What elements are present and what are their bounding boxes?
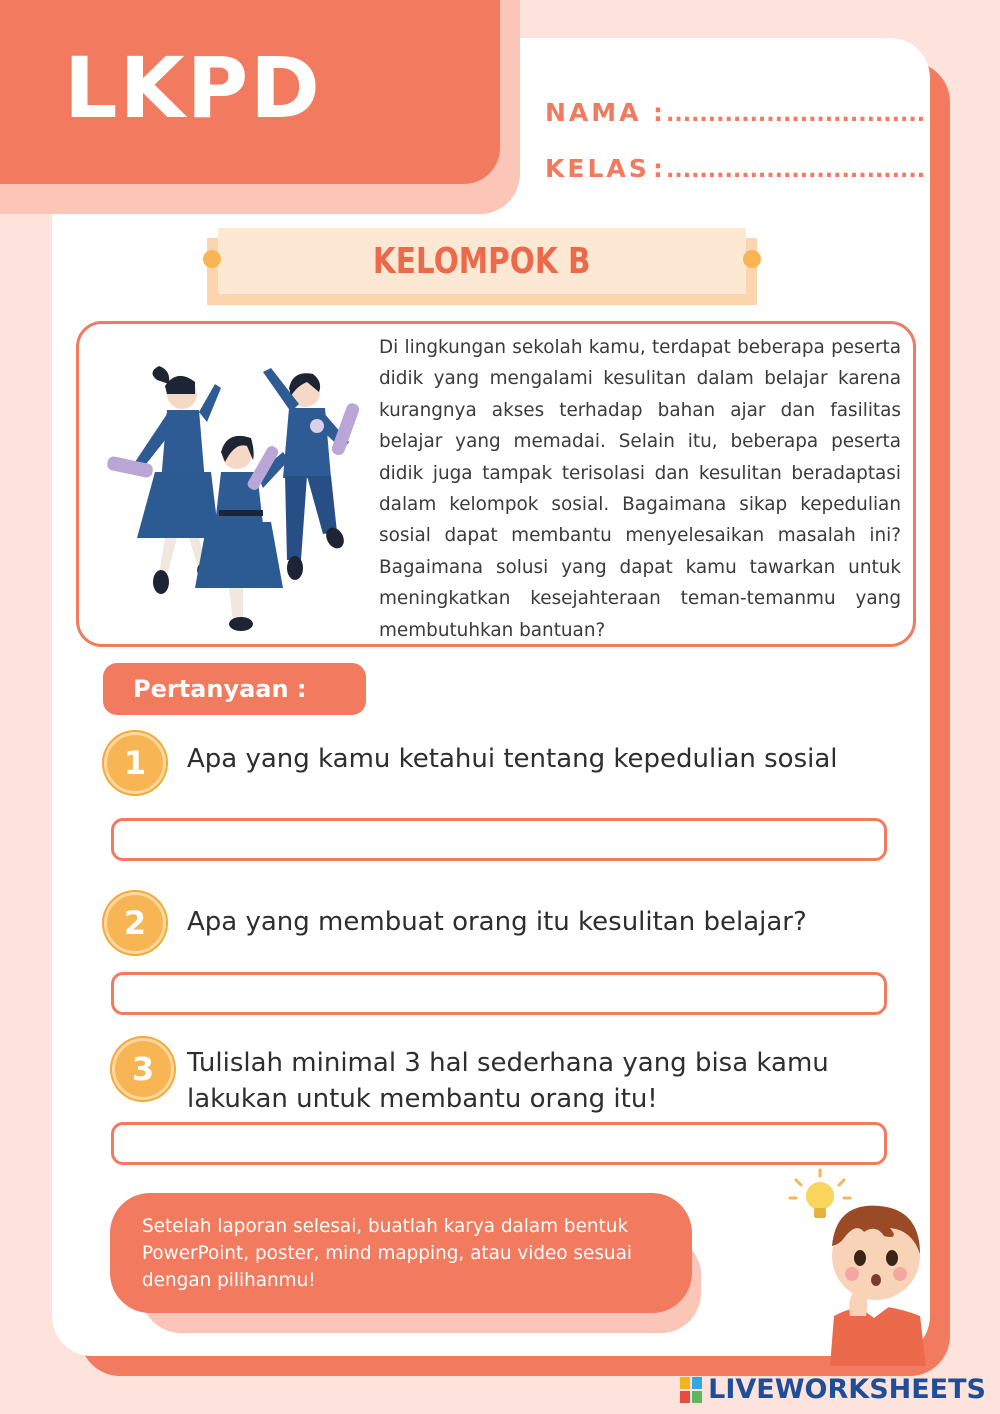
class-field[interactable] xyxy=(545,154,925,183)
name-blank[interactable]: ............................... xyxy=(666,102,926,127)
question-1-number-badge: 1 xyxy=(104,732,166,794)
question-2-text: Apa yang membuat orang itu kesulitan belajar? xyxy=(187,907,807,937)
class-separator: : xyxy=(653,154,666,183)
student-middle-figure xyxy=(195,436,289,631)
pin-right-icon xyxy=(743,250,761,268)
group-title: KELOMPOK B xyxy=(373,240,591,282)
class-label: KELAS xyxy=(545,154,650,183)
name-field[interactable] xyxy=(545,98,925,127)
students-celebrating-illustration xyxy=(87,342,373,632)
group-banner xyxy=(218,228,746,294)
name-separator: : xyxy=(653,98,666,127)
story-box xyxy=(76,321,916,647)
liveworksheets-brand xyxy=(680,1374,986,1405)
header-panel xyxy=(0,0,500,184)
student-right-figure xyxy=(263,368,361,580)
thinking-boy-illustration xyxy=(780,1166,940,1366)
brand-name: LIVEWORKSHEETS xyxy=(708,1374,986,1405)
question-3-number-badge: 3 xyxy=(112,1038,174,1100)
pin-left-icon xyxy=(203,250,221,268)
question-2-number-badge: 2 xyxy=(104,892,166,954)
question-3-text: Tulislah minimal 3 hal sederhana yang bisa kamu lakukan untuk membantu orang itu! xyxy=(187,1048,829,1114)
answer-1-field[interactable] xyxy=(111,818,887,861)
answer-3-field[interactable] xyxy=(111,1122,887,1165)
class-blank[interactable]: ............................... xyxy=(666,158,926,183)
worksheet-title: LKPD xyxy=(64,39,322,137)
liveworksheets-logo-icon xyxy=(680,1377,702,1403)
name-label: NAMA xyxy=(545,98,642,127)
lightbulb-icon xyxy=(790,1170,850,1218)
story-paragraph: Di lingkungan sekolah kamu, terdapat beberapa peserta didik yang mengalami kesulitan dalam belajar karena kurangnya akses terhadap bahan ajar dan fasilitas belajar yang memadai. Selain itu, beberapa peserta didik juga tampak terisolasi dan kesulitan beradaptasi dalam kelompok sosial. Bagaimana sikap kepedulian sosial dapat membantu menyelesaikan masalah ini? Bagaimana solusi yang dapat kamu tawarkan untuk meningkatkan kesejahteraan teman-temanmu yang membutuhkan bantuan? xyxy=(379,337,901,641)
questions-label: Pertanyaan : xyxy=(103,663,366,715)
question-1-text: Apa yang kamu ketahui tentang kepedulian sosial xyxy=(187,744,838,774)
answer-2-field[interactable] xyxy=(111,972,887,1015)
instruction-note: Setelah laporan selesai, buatlah karya dalam bentuk PowerPoint, poster, mind mapping, atau video sesuai dengan pilihanmu! xyxy=(110,1193,692,1313)
